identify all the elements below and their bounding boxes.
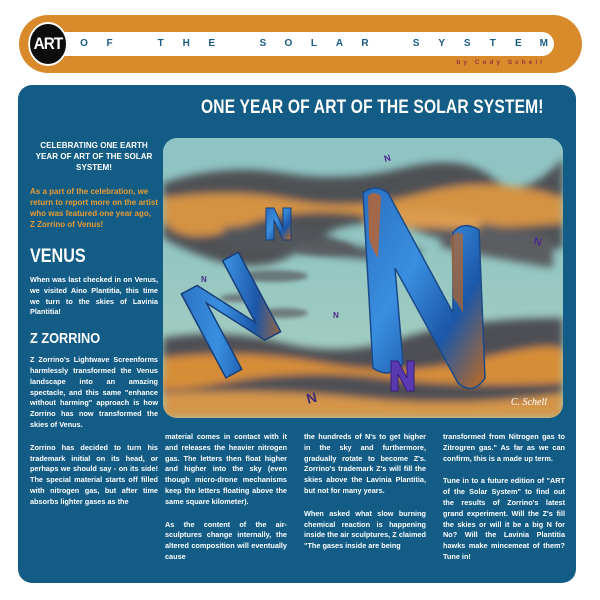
- intro-paragraph: As a part of the celebration, we return to report more on the artist who was featured one year ago, Z Zorrino of Venus!: [30, 187, 159, 229]
- title-letter: O: [284, 38, 293, 49]
- title-letter: E: [208, 38, 216, 49]
- title-letter: Y: [438, 38, 445, 49]
- title-letter: [130, 36, 140, 52]
- svg-text:N: N: [201, 275, 207, 284]
- title-letter: S: [259, 38, 267, 49]
- article-columns: [165, 432, 565, 575]
- zorrino-paragraph-1: Z Zorrino's Lightwave Screenforms harmlessly transformed the Venus landscape into an amazing spectacle, and this same "enhance without harming" approach is how Zorrino has now transformed the skies of Venus.: [30, 355, 158, 429]
- venus-heading: VENUS: [30, 246, 86, 267]
- balloon-sky-photo: [163, 138, 563, 418]
- title-letter: L: [310, 38, 317, 49]
- column-3-paragraph-2: Tune in to a future edition of "ART of the Solar System" to find out the results of Zorrino's latest grand experiment. Will the Z's fill the skies or will it be a big N for No? Will the Lavinia Plantitia hawks make mincemeat of them? Tune in!: [443, 476, 565, 561]
- svg-text:N: N: [382, 152, 392, 164]
- artist-signature: C. Schell: [510, 397, 547, 408]
- title-letter: M: [539, 38, 549, 49]
- svg-text:N: N: [333, 311, 339, 320]
- svg-text:N: N: [304, 388, 319, 407]
- title-letter: T: [157, 38, 164, 49]
- zorrino-heading: Z ZORRINO: [30, 330, 101, 348]
- title-letter: H: [182, 38, 190, 49]
- column-2-paragraph-2: When asked what slow burning chemical reaction is happening inside the air sculptures, Z claimed "The gases inside are being: [304, 508, 426, 551]
- title-letter: O: [80, 38, 88, 49]
- svg-text:N: N: [532, 235, 544, 249]
- column-1-paragraph-2: As the content of the air-sculptures change internally, the altered composition will eventually cause: [165, 519, 287, 561]
- venus-paragraph: When was last checked in on Venus, we visited Aino Plantitia, this time we turn to the skies of Lavinia Plantitia!: [30, 275, 158, 317]
- photo-illustration: [163, 138, 563, 418]
- title-letter: [232, 36, 242, 52]
- site-title: [79, 36, 549, 52]
- article-column-3: [443, 432, 565, 575]
- column-3-paragraph-1: transformed from Nitrogen gas to Zitrogren gas." As far as we can confirm, this is a made up term.: [443, 432, 565, 463]
- title-letter: R: [361, 38, 369, 49]
- title-letter: E: [514, 38, 522, 49]
- title-letter: S: [463, 38, 471, 49]
- title-letter: T: [489, 38, 496, 49]
- title-letter: S: [412, 38, 420, 49]
- author-byline: by Cody Schell: [456, 59, 545, 66]
- title-letter: F: [106, 38, 113, 49]
- column-2-paragraph-1: the hundreds of N's to get higher in the sky and furthermore, gradually rotate to become Z's. Zorrino's trademark Z's will fill the skies above the Lavinia Plantitia, but not for many years.: [304, 432, 426, 495]
- article-headline: ONE YEAR OF ART OF THE SOLAR SYSTEM!: [201, 97, 544, 118]
- celebration-subheading: CELEBRATING ONE EARTH YEAR OF ART OF THE SOLAR SYSTEM!: [35, 140, 153, 172]
- title-letter: [386, 36, 396, 52]
- article-column-2: [304, 432, 426, 575]
- zorrino-paragraph-2: Zorrino has decided to turn his trademark initial on its head, or perhaps we should say - on its side! The special material starts off filled with nitrogen gas, but after time absorbs lighter gases as the: [30, 442, 158, 506]
- title-letter: A: [335, 38, 344, 49]
- column-1-paragraph-1: material comes in contact with it and releases the heavier nitrogen gas. The letters then float higher and higher into the sky (even though micro-drone mechanisms keep the letters floating above the same square kilometer).: [165, 432, 287, 506]
- art-logo[interactable]: ART: [28, 22, 68, 66]
- article-column-1: [165, 432, 287, 575]
- sidebar-column: [30, 140, 158, 520]
